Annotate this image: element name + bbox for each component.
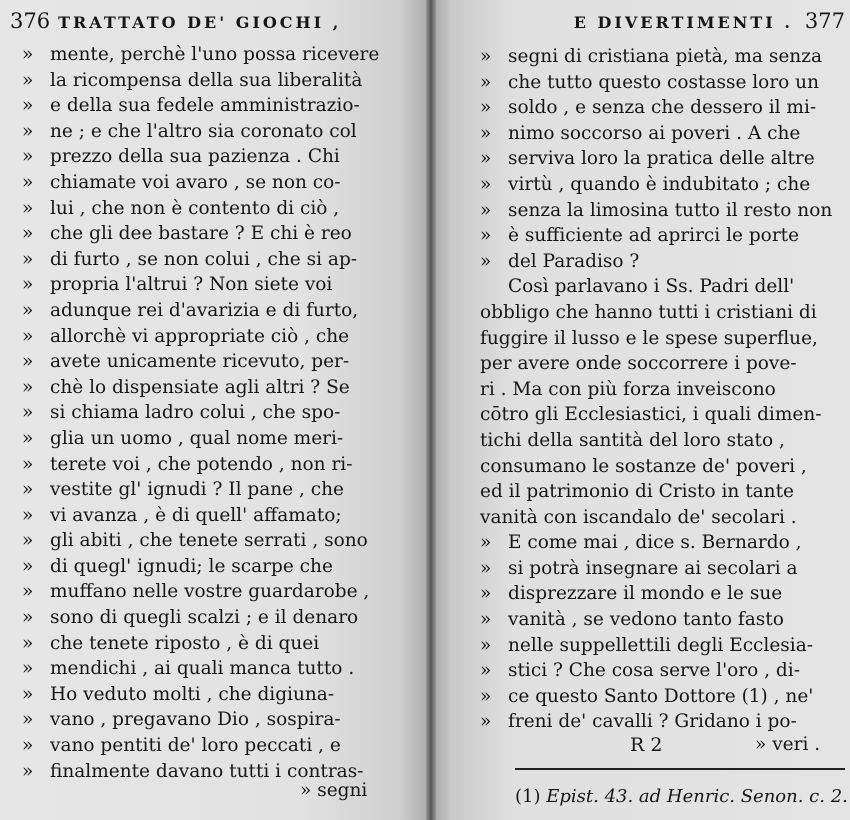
text-line — [480, 454, 840, 480]
text-line — [22, 170, 422, 196]
text-line — [22, 400, 422, 426]
line-text: si potrà insegnare ai secolari a — [508, 557, 798, 579]
text-line — [22, 144, 422, 170]
text-line — [480, 70, 840, 96]
text-line — [22, 528, 422, 554]
quote-mark: » — [22, 530, 33, 552]
text-line — [480, 300, 840, 326]
text-line — [22, 605, 422, 631]
text-line — [480, 198, 840, 224]
quote-mark: » — [480, 122, 491, 144]
line-text: disprezzare il mondo e le sue — [508, 583, 783, 605]
line-text: propria l'altrui ? Non siete voi — [50, 274, 333, 296]
right-head-title: E DIVERTIMENTI . — [573, 13, 793, 32]
quote-mark: » — [480, 583, 491, 605]
text-line — [22, 733, 422, 759]
left-page-number: 376 — [10, 9, 51, 33]
line-text: allorchè vi appropriate ciò , che — [50, 325, 350, 347]
quote-mark: » — [480, 250, 491, 272]
quote-mark: » — [22, 351, 33, 373]
line-text: soldo , e senza che dessero il mi- — [508, 97, 817, 119]
left-catchword: » segni — [300, 780, 368, 801]
footnote — [515, 786, 848, 807]
line-text: lui , che non è contento di ciò , — [50, 197, 340, 219]
signature-mark: R 2 — [630, 734, 663, 756]
line-text: terete voi , che potendo , non ri- — [50, 453, 353, 475]
text-line — [480, 709, 840, 735]
line-text: segni di cristiana pietà, ma senza — [508, 46, 822, 67]
text-line — [480, 249, 840, 275]
quote-mark: » — [22, 146, 33, 168]
text-line — [480, 274, 840, 300]
quote-mark: » — [480, 532, 491, 554]
line-text: Ho veduto molti , che digiuna- — [50, 683, 335, 705]
line-text: chè lo dispensiate agli altri ? Se — [50, 376, 350, 398]
line-text: muffano nelle vostre guardarobe , — [50, 581, 370, 603]
text-line — [480, 172, 840, 198]
line-text: di quegl' ignudi; le scarpe che — [50, 555, 333, 577]
quote-mark: » — [22, 325, 33, 347]
quote-mark: » — [22, 427, 33, 449]
text-line — [480, 607, 840, 633]
footnote-rule — [515, 768, 845, 770]
text-line — [22, 579, 422, 605]
quote-mark: » — [22, 683, 33, 705]
quote-mark: » — [22, 69, 33, 91]
line-text: adunque rei d'avarizia e di furto, — [50, 299, 359, 321]
quote-mark: » — [480, 609, 491, 631]
text-line — [480, 505, 840, 531]
text-line — [22, 42, 422, 68]
line-text: avete unicamente ricevuto, per- — [50, 351, 350, 373]
right-running-head — [525, 6, 845, 36]
line-text: finalmente davano tutti i contras- — [50, 760, 364, 782]
text-line — [22, 221, 422, 247]
text-line — [22, 298, 422, 324]
line-text: vano pentiti de' loro peccati , e — [50, 735, 341, 757]
quote-mark: » — [22, 120, 33, 142]
line-text: la ricompensa della sua liberalità — [50, 69, 363, 91]
line-text: glia un uomo , qual nome meri- — [50, 427, 344, 449]
text-line — [22, 707, 422, 733]
line-text: mente, perchè l'uno possa ricevere — [50, 44, 380, 65]
text-line — [22, 68, 422, 94]
line-text: è sufficiente ad aprirci le porte — [508, 225, 800, 247]
quote-mark: » — [480, 97, 491, 119]
line-text: vano , pregavano Dio , sospira- — [50, 709, 341, 731]
line-text: cōtro gli Ecclesiastici, i quali dimen- — [480, 404, 822, 426]
line-text: per avere onde soccorrere i pove- — [480, 353, 797, 375]
text-line — [480, 95, 840, 121]
text-line — [480, 684, 840, 710]
quote-mark: » — [22, 95, 33, 117]
text-line — [22, 324, 422, 350]
right-page-number: 377 — [804, 9, 845, 33]
quote-mark: » — [22, 171, 33, 193]
left-text-block — [22, 42, 422, 784]
left-running-head — [10, 6, 420, 36]
right-page — [430, 0, 850, 820]
text-line — [22, 247, 422, 273]
quote-mark: » — [22, 248, 33, 270]
right-text-block — [480, 44, 840, 735]
quote-mark: » — [480, 46, 491, 67]
quote-mark: » — [480, 685, 491, 707]
quote-mark: » — [22, 376, 33, 398]
quote-mark: » — [22, 709, 33, 731]
quote-mark: » — [480, 660, 491, 682]
line-text: virtù , quando è indubitato ; che — [508, 173, 811, 195]
line-text: vestite gl' ignudi ? Il pane , che — [50, 479, 344, 501]
text-line — [22, 631, 422, 657]
line-text: senza la limosina tutto il resto non — [508, 199, 833, 221]
line-text: ri . Ma con più forza inveiscono — [480, 378, 776, 400]
line-text: di furto , se non colui , che si ap- — [50, 248, 358, 270]
line-text: consumano le sostanze de' poveri , — [480, 455, 807, 477]
text-line — [480, 581, 840, 607]
quote-mark: » — [22, 607, 33, 629]
line-text: ne ; e che l'altro sia coronato col — [50, 120, 357, 142]
text-line — [480, 223, 840, 249]
line-text: prezzo della sua pazienza . Chi — [50, 146, 340, 168]
line-text: chiamate voi avaro , se non co- — [50, 171, 341, 193]
text-line — [480, 428, 840, 454]
line-text: e della sua fedele amministrazio- — [50, 95, 360, 117]
text-line — [480, 377, 840, 403]
text-line — [480, 326, 840, 352]
book-gutter — [426, 0, 436, 820]
text-line — [480, 44, 840, 70]
text-line — [22, 452, 422, 478]
quote-mark: » — [22, 632, 33, 654]
quote-mark: » — [22, 581, 33, 603]
line-text: ce questo Santo Dottore (1) , ne' — [508, 685, 814, 707]
quote-mark: » — [480, 71, 491, 93]
text-line — [22, 119, 422, 145]
text-line — [22, 93, 422, 119]
line-text: Così parlavano i Ss. Padri dell' — [508, 276, 795, 298]
line-text: nimo soccorso ai poveri . A che — [508, 122, 801, 144]
line-text: nelle suppellettili degli Ecclesia- — [508, 634, 813, 656]
text-line — [480, 658, 840, 684]
line-text: sono di quegli scalzi ; e il denaro — [50, 607, 359, 629]
quote-mark: » — [480, 711, 491, 733]
line-text: freni de' cavalli ? Gridano i po- — [508, 711, 797, 733]
text-line — [22, 554, 422, 580]
quote-mark: » — [480, 225, 491, 247]
quote-mark: » — [480, 148, 491, 170]
text-line — [22, 196, 422, 222]
line-text: gli abiti , che tenete serrati , sono — [50, 530, 368, 552]
line-text: che tenete riposto , è di quei — [50, 632, 320, 654]
line-text: mendichi , ai quali manca tutto . — [50, 658, 355, 680]
text-line — [22, 272, 422, 298]
line-text: che tutto questo costasse loro un — [508, 71, 820, 93]
line-text: fuggire il lusso e le spese superflue, — [480, 327, 818, 349]
line-text: vi avanza , è di quell' affamato; — [50, 504, 342, 526]
line-text: tichi della santità del loro stato , — [480, 429, 785, 451]
left-head-title: TRATTATO DE' GIOCHI , — [58, 13, 342, 32]
quote-mark: » — [480, 557, 491, 579]
quote-mark: » — [22, 274, 33, 296]
text-line — [22, 349, 422, 375]
footnote-mark: (1) — [515, 786, 541, 807]
line-text: stici ? Che cosa serve l'oro , di- — [508, 660, 800, 682]
text-line — [480, 556, 840, 582]
text-line — [22, 477, 422, 503]
quote-mark: » — [22, 479, 33, 501]
quote-mark: » — [22, 44, 33, 65]
footnote-text: Epist. 43. ad Henric. Senon. c. 2. — [546, 786, 848, 807]
quote-mark: » — [22, 453, 33, 475]
quote-mark: » — [22, 299, 33, 321]
line-text: obbligo che hanno tutti i cristiani di — [480, 301, 817, 323]
right-catchword: » veri . — [755, 734, 821, 755]
line-text: ed il patrimonio di Cristo in tante — [480, 481, 794, 503]
text-line — [480, 530, 840, 556]
text-line — [480, 351, 840, 377]
quote-mark: » — [480, 199, 491, 221]
quote-mark: » — [22, 735, 33, 757]
quote-mark: » — [22, 402, 33, 424]
line-text: del Paradiso ? — [508, 250, 640, 272]
text-line — [480, 121, 840, 147]
text-line — [22, 426, 422, 452]
quote-mark: » — [480, 634, 491, 656]
quote-mark: » — [22, 197, 33, 219]
text-line — [22, 503, 422, 529]
line-text: vanità con iscandalo de' secolari . — [480, 506, 797, 528]
text-line — [480, 402, 840, 428]
quote-mark: » — [22, 658, 33, 680]
quote-mark: » — [480, 173, 491, 195]
quote-mark: » — [22, 555, 33, 577]
line-text: si chiama ladro colui , che spo- — [50, 402, 341, 424]
text-line — [480, 633, 840, 659]
text-line — [22, 656, 422, 682]
quote-mark: » — [22, 223, 33, 245]
text-line — [480, 479, 840, 505]
line-text: serviva loro la pratica delle altre — [508, 148, 815, 170]
quote-mark: » — [22, 504, 33, 526]
line-text: E come mai , dice s. Bernardo , — [508, 532, 802, 554]
line-text: che gli dee bastare ? E chi è reo — [50, 223, 352, 245]
line-text: vanità , se vedono tanto fasto — [508, 609, 784, 631]
quote-mark: » — [22, 760, 33, 782]
text-line — [22, 375, 422, 401]
text-line — [22, 682, 422, 708]
text-line — [480, 146, 840, 172]
